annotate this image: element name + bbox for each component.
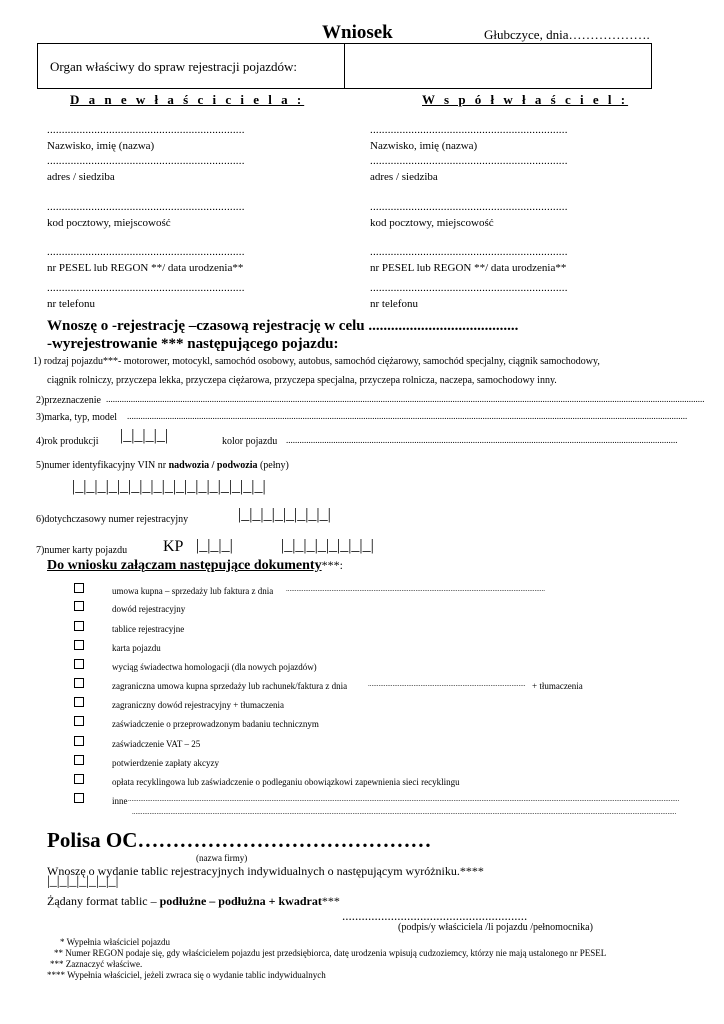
attachment-label-0: umowa kupna – sprzedaży lub faktura z dnia <box>112 586 274 596</box>
custom-plates-text: Wnoszę o wydanie tablic rejestracyjnych indywidualnych o następującym wyróżniku.**** <box>47 864 484 878</box>
attachment-checkbox-6[interactable] <box>74 697 84 707</box>
attachment-other-line-2[interactable]: ....................................................................................................................................................................................................................................................................................................................... <box>132 808 677 816</box>
plate-format-options[interactable]: podłużne – podłużna + kwadrat <box>159 894 322 908</box>
coowner-address-label: adres / siedziba <box>370 171 438 183</box>
kp-prefix: KP <box>163 538 184 555</box>
attachment-checkbox-7[interactable] <box>74 716 84 726</box>
attachment-label-7: zaświadczenie o przeprowadzonym badaniu technicznym <box>112 719 319 729</box>
make-line[interactable]: ......................................................................................................................................................................................................................................................... <box>127 411 688 421</box>
owner-heading: D a n e w ł a ś c i c i e l a : <box>70 92 305 107</box>
attachment-label-4: wyciąg świadectwa homologacji (dla nowych pojazdów) <box>112 662 317 672</box>
organ-label: Organ właściwy do spraw rejestracji pojazdów: <box>50 59 298 74</box>
attachments-heading-text: Do wniosku załączam następujące dokumenty <box>47 558 322 573</box>
owner-name-label: Nazwisko, imię (nazwa) <box>47 140 155 152</box>
purpose-label: 2)przeznaczenie <box>36 395 101 406</box>
card-comb-field-1[interactable]: |_|_|_| <box>196 537 233 554</box>
year-comb-field[interactable]: |_|_|_|_| <box>120 427 169 444</box>
card-label: 7)numer karty pojazdu <box>36 545 128 556</box>
owner-postal-line[interactable]: ................................................................... <box>47 201 245 213</box>
attachment-checkbox-0[interactable] <box>74 583 84 593</box>
make-label: 3)marka, typ, model <box>36 412 118 423</box>
plate-format-prefix: Żądany format tablic – <box>47 894 160 908</box>
attachment-checkbox-10[interactable] <box>74 774 84 784</box>
attachment-label-8: zaświadczenie VAT – 25 <box>112 739 201 749</box>
vehicle-type-line-2: ciągnik rolniczy, przyczepa lekka, przyczepa ciężarowa, przyczepa specjalna, przyczepa rolnicza, naczepa, samochodowy inny. <box>47 375 557 386</box>
coowner-heading: W s p ó ł w ł a ś c i e l : <box>422 92 629 107</box>
attachment-label-6: zagraniczny dowód rejestracyjny + tłumaczenia <box>112 700 284 710</box>
year-label: 4)rok produkcji <box>36 436 99 447</box>
plate-comb-field[interactable]: |_|_|_|_|_|_|_| <box>47 874 119 889</box>
request-line-2: -wyrejestrowanie *** następującego pojazdu: <box>47 336 339 352</box>
attachment-checkbox-4[interactable] <box>74 659 84 669</box>
vin-label-prefix: 5)numer identyfikacyjny VIN nr <box>36 460 169 471</box>
owner-address-line[interactable]: ................................................................... <box>47 155 245 167</box>
color-line[interactable]: .............................................................................................................................................................................. <box>286 435 678 445</box>
plate-format-suffix: *** <box>321 894 340 908</box>
attachment-label-11: inne <box>112 796 128 806</box>
attachment-checkbox-9[interactable] <box>74 755 84 765</box>
signature-line[interactable]: ......................................................... <box>342 908 528 923</box>
organ-label-box <box>37 43 345 89</box>
attachment-checkbox-8[interactable] <box>74 736 84 746</box>
footnote-4: **** Wypełnia właściciel, jeżeli zwraca się o wydanie tablic indywidualnych <box>47 970 326 980</box>
coowner-name-label: Nazwisko, imię (nazwa) <box>370 140 478 152</box>
footnote-3: *** Zaznaczyć właściwe. <box>50 959 143 969</box>
owner-phone-line[interactable]: ................................................................... <box>47 282 245 294</box>
plate-format <box>47 894 340 909</box>
vehicle-type-line-1: 1) rodzaj pojazdu***- motorower, motocykl, samochód osobowy, autobus, samochód ciężarowy, samochód specjalny, ciągnik samochodowy, <box>33 356 600 367</box>
vin-label <box>36 460 289 471</box>
insurance-title[interactable]: Polisa OC…………………………………… <box>47 828 432 852</box>
vin-label-sep: / <box>209 460 217 471</box>
owner-pesel-label: nr PESEL lub REGON **/ data urodzenia** <box>47 262 244 274</box>
attachment-date-line-0[interactable]: .................................................................................................................................................... <box>286 585 545 593</box>
attachments-heading-suffix: ***: <box>321 558 343 572</box>
owner-postal-label: kod pocztowy, miejscowość <box>47 217 171 229</box>
vin-label-suffix: (pełny) <box>257 460 289 471</box>
coowner-address-line[interactable]: ................................................................... <box>370 155 568 167</box>
owner-phone-label: nr telefonu <box>47 298 95 310</box>
vin-comb-field[interactable]: |_|_|_|_|_|_|_|_|_|_|_|_|_|_|_|_|_| <box>72 478 266 495</box>
organ-value-field[interactable] <box>344 43 652 89</box>
signature-caption: (podpis/y właściciela /li pojazdu /pełnomocnika) <box>398 922 593 933</box>
attachment-label-3: karta pojazdu <box>112 643 161 653</box>
attachment-checkbox-2[interactable] <box>74 621 84 631</box>
request-line-1: Wnoszę o -rejestrację –czasową rejestrację w celu ........................................ <box>47 318 519 334</box>
vin-label-body: nadwozia <box>168 460 210 471</box>
coowner-postal-label: kod pocztowy, miejscowość <box>370 217 494 229</box>
attachment-checkbox-5[interactable] <box>74 678 84 688</box>
attachment-label-1: dowód rejestracyjny <box>112 604 186 614</box>
coowner-pesel-line[interactable]: ................................................................... <box>370 246 568 258</box>
purpose-line[interactable]: .......................................................................................................................................................................................................................................................................... <box>106 394 705 404</box>
coowner-phone-line[interactable]: ................................................................... <box>370 282 568 294</box>
insurance-caption: (nazwa firmy) <box>196 853 248 863</box>
vin-label-chassis: podwozia <box>216 460 258 471</box>
attachment-date-line-5[interactable]: .......................................................................................... <box>368 680 526 688</box>
attachment-label-5: zagraniczna umowa kupna sprzedaży lub rachunek/faktura z dnia <box>112 681 348 691</box>
attachments-heading <box>47 558 343 574</box>
prev-reg-label: 6)dotychczasowy numer rejestracyjny <box>36 514 189 525</box>
attachment-checkbox-11[interactable] <box>74 793 84 803</box>
attachment-other-line-1[interactable]: ........................................................................................................................................................................................................................................................................................................................... <box>128 795 680 803</box>
place-date[interactable]: Głubczyce, dnia………………. <box>484 27 650 42</box>
coowner-pesel-label: nr PESEL lub REGON **/ data urodzenia** <box>370 262 567 274</box>
prev-reg-comb-field[interactable]: |_|_|_|_|_|_|_|_| <box>238 506 331 523</box>
owner-name-line[interactable]: ................................................................... <box>47 124 245 136</box>
attachment-label-9: potwierdzenie zapłaty akcyzy <box>112 758 219 768</box>
color-label: kolor pojazdu <box>222 436 278 447</box>
coowner-name-line[interactable]: ................................................................... <box>370 124 568 136</box>
footnote-1: * Wypełnia właściciel pojazdu <box>60 937 171 947</box>
coowner-postal-line[interactable]: ................................................................... <box>370 201 568 213</box>
attachment-label-10: opłata recyklingowa lub zaświadczenie o podleganiu obowiązkowi zapewnienia sieci recyklingu <box>112 777 460 787</box>
attachment-checkbox-1[interactable] <box>74 601 84 611</box>
coowner-phone-label: nr telefonu <box>370 298 418 310</box>
attachment-translation-suffix: + tłumaczenia <box>532 681 583 691</box>
footnote-2: ** Numer REGON podaje się, gdy właścicielem pojazdu jest przedsiębiorca, datę urodzenia wpisują cudzoziemcy, którzy nie mają ustalonego nr PESEL <box>54 948 607 958</box>
owner-pesel-line[interactable]: ................................................................... <box>47 246 245 258</box>
attachment-label-2: tablice rejestracyjne <box>112 624 185 634</box>
attachment-checkbox-3[interactable] <box>74 640 84 650</box>
card-comb-field-2[interactable]: |_|_|_|_|_|_|_|_| <box>281 537 374 554</box>
form-title: Wniosek <box>322 22 393 43</box>
owner-address-label: adres / siedziba <box>47 171 115 183</box>
